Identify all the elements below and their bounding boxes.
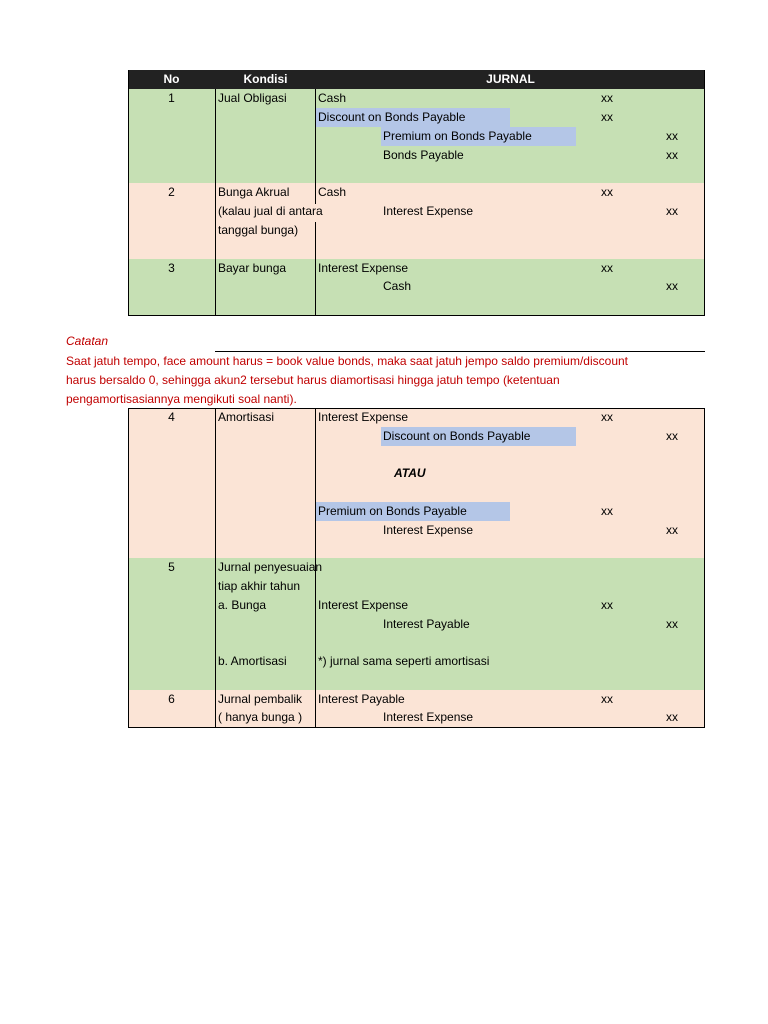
table1-divider-1 xyxy=(215,89,216,315)
row-4-amount-debit: xx xyxy=(601,410,613,424)
row-2-credit-interest: Interest Expense xyxy=(383,204,474,218)
row-1-kondisi: Jual Obligasi xyxy=(218,91,287,105)
row-2-debit-cash: Cash xyxy=(318,185,347,199)
row-6-kondisi: ( hanya bunga ) xyxy=(218,710,303,724)
header-no: No xyxy=(163,72,180,86)
row-1-amount-credit: xx xyxy=(666,148,678,162)
row-4-credit-discount: Discount on Bonds Payable xyxy=(383,429,531,443)
row-2-amount-credit: xx xyxy=(666,204,678,218)
row-3-amount-debit: xx xyxy=(601,261,613,275)
row-1-credit-bonds: Bonds Payable xyxy=(383,148,464,162)
row-3-credit-cash: Cash xyxy=(383,279,412,293)
row-5-amortisasi-note: *) jurnal sama seperti amortisasi xyxy=(318,654,490,668)
row-2-kondisi: Bunga Akrual xyxy=(218,185,290,199)
row-1-amount-credit: xx xyxy=(666,129,678,143)
row-3-amount-credit: xx xyxy=(666,279,678,293)
table1-border-bottom xyxy=(128,315,705,316)
row-5-kondisi: tiap akhir tahun xyxy=(218,579,301,593)
note-line: pengamortisasiannya mengikuti soal nanti). xyxy=(66,392,297,406)
table2-divider-2a xyxy=(315,408,316,578)
header-kondisi: Kondisi xyxy=(243,72,288,86)
row-4-debit-premium: Premium on Bonds Payable xyxy=(318,504,467,518)
row-5-credit-payable: Interest Payable xyxy=(383,617,470,631)
row-4-debit-interest: Interest Expense xyxy=(318,410,409,424)
row-4-amount-debit: xx xyxy=(601,504,613,518)
row-6-amount-credit: xx xyxy=(666,710,678,724)
note-line: harus bersaldo 0, sehingga akun2 tersebut harus diamortisasi hingga jatuh tempo (ketentuan xyxy=(66,373,560,387)
table2-border-right xyxy=(704,408,705,728)
row-6-debit-payable: Interest Payable xyxy=(318,692,405,706)
row-2-amount-debit: xx xyxy=(601,185,613,199)
row-5-kondisi: Jurnal penyesuaian xyxy=(218,560,323,574)
header-jurnal: JURNAL xyxy=(486,72,535,86)
row-4-kondisi: Amortisasi xyxy=(218,410,275,424)
row-5-amount-debit: xx xyxy=(601,598,613,612)
table1-border-right xyxy=(704,70,705,316)
row-1-debit-discount: Discount on Bonds Payable xyxy=(318,110,466,124)
row-3-debit-interest: Interest Expense xyxy=(318,261,409,275)
row-2-kondisi: tanggal bunga) xyxy=(218,223,299,237)
table2-divider-1 xyxy=(215,408,216,728)
row-2-kondisi: (kalau jual di antara xyxy=(218,204,323,218)
row-5-debit-interest: Interest Expense xyxy=(318,598,409,612)
row-5-kondisi-amortisasi: b. Amortisasi xyxy=(218,654,287,668)
row-6-amount-debit: xx xyxy=(601,692,613,706)
row-4-no: 4 xyxy=(168,410,175,424)
row-5-kondisi-bunga: a. Bunga xyxy=(218,598,267,612)
note-title: Catatan xyxy=(66,334,109,348)
row-4-credit-interest: Interest Expense xyxy=(383,523,474,537)
row-6-no: 6 xyxy=(168,692,175,706)
table2-divider-2b xyxy=(315,578,316,728)
row-5-no: 5 xyxy=(168,560,175,574)
row-2-no: 2 xyxy=(168,185,175,199)
row-4-amount-credit: xx xyxy=(666,429,678,443)
table1-divider-2b xyxy=(315,222,316,315)
row-1-no: 1 xyxy=(168,91,175,105)
row-4-atau: ATAU xyxy=(394,466,426,480)
row-1-debit-cash: Cash xyxy=(318,91,347,105)
row-3-no: 3 xyxy=(168,261,175,275)
row-1-credit-premium: Premium on Bonds Payable xyxy=(383,129,532,143)
note-line: Saat jatuh tempo, face amount harus = book value bonds, maka saat jatuh jempo saldo premium/discount xyxy=(66,354,628,368)
table1-divider-2a xyxy=(315,89,316,204)
row-4-amount-credit: xx xyxy=(666,523,678,537)
row-3-kondisi: Bayar bunga xyxy=(218,261,287,275)
row-6-credit-interest: Interest Expense xyxy=(383,710,474,724)
row-1-amount-debit: xx xyxy=(601,91,613,105)
row-6-kondisi: Jurnal pembalik xyxy=(218,692,303,706)
row-5-amount-credit: xx xyxy=(666,617,678,631)
row-1-amount-debit: xx xyxy=(601,110,613,124)
table-header xyxy=(128,70,705,89)
